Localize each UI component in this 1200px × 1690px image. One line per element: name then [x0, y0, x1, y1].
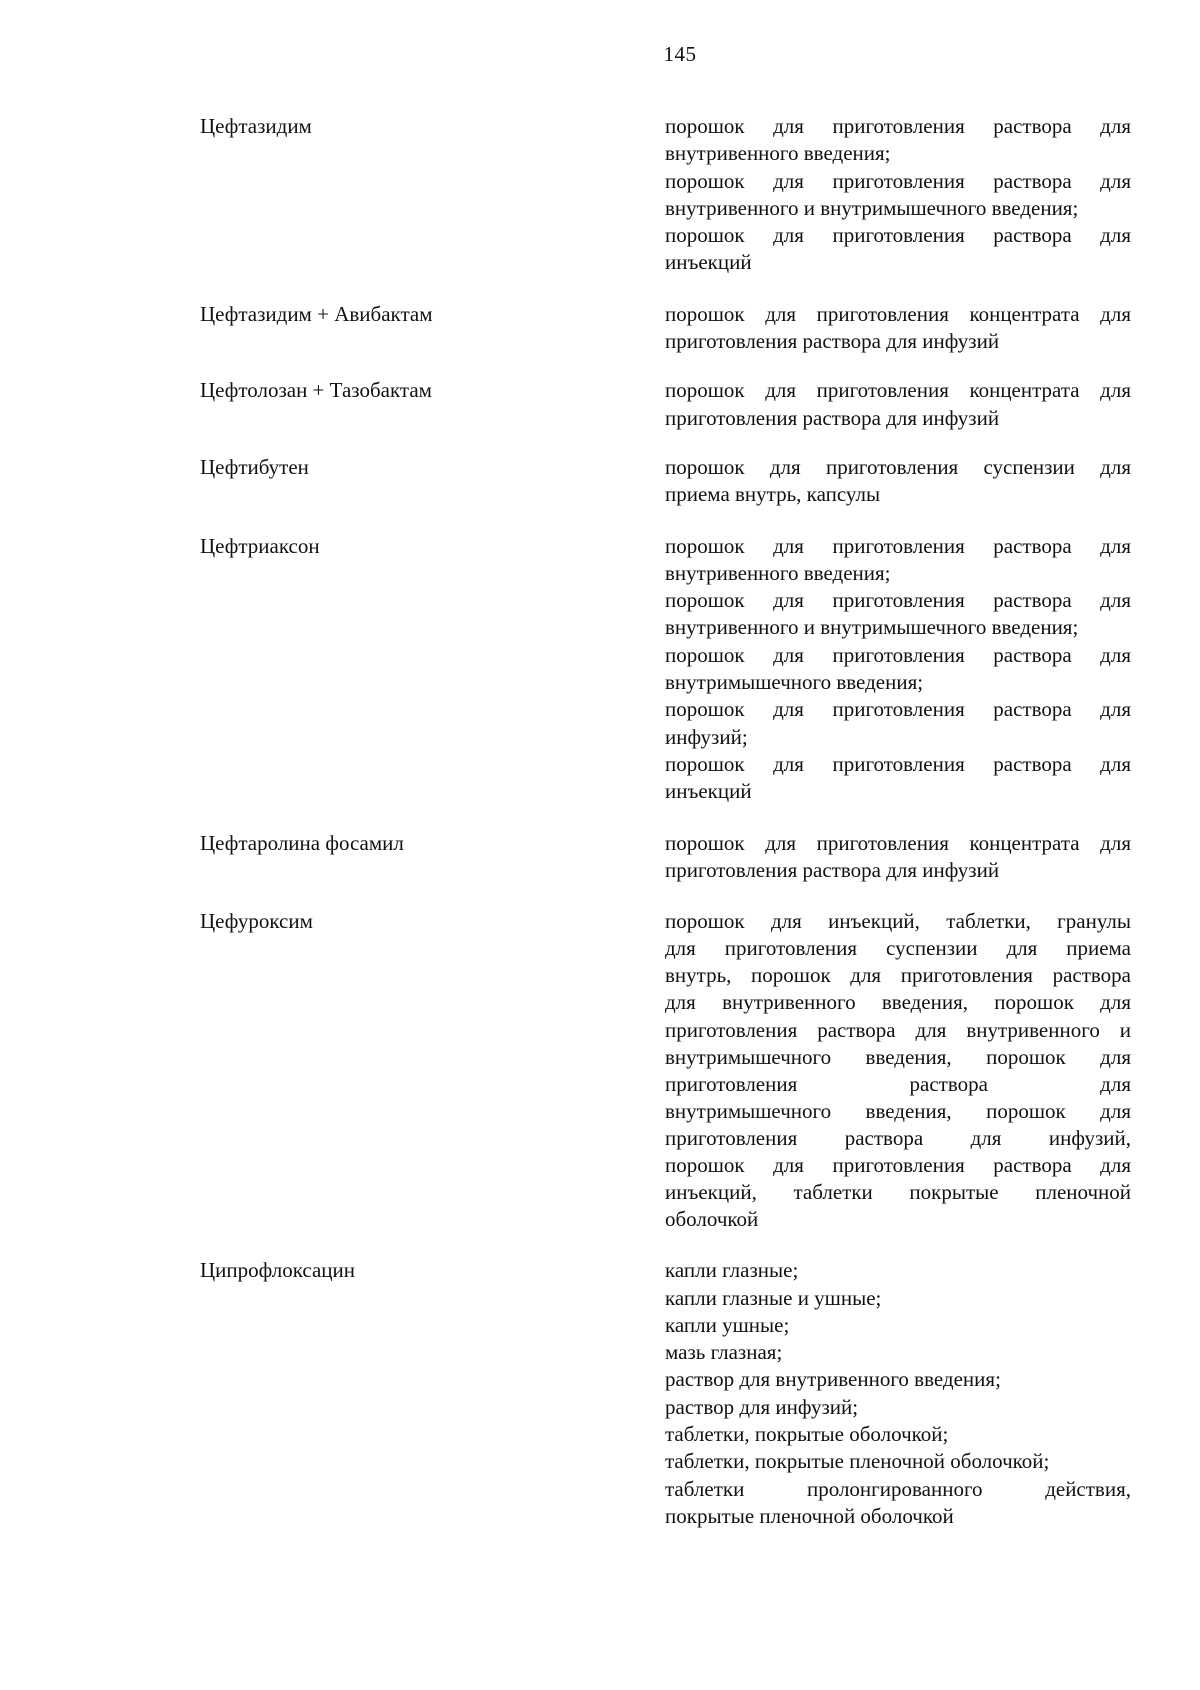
dosage-form-line: внутривенного введения; — [665, 141, 891, 166]
dosage-form-line: порошок для приготовления раствора для — [665, 751, 1131, 776]
dosage-forms — [665, 301, 1131, 356]
drug-entry — [0, 377, 1200, 432]
drug-name: Цефтибутен — [200, 454, 309, 479]
dosage-form-line: мазь глазная; — [665, 1340, 783, 1365]
dosage-form-line: приготовления раствора для инфузий, — [665, 1125, 1131, 1150]
drug-list — [0, 113, 1200, 1530]
drug-name: Цефтаролина фосамил — [200, 830, 404, 855]
page-number: 145 — [663, 42, 697, 66]
dosage-form-line: приготовления раствора для — [665, 1071, 1131, 1096]
dosage-forms — [665, 377, 1131, 432]
dosage-forms — [665, 533, 1131, 806]
drug-name: Ципрофлоксацин — [200, 1258, 355, 1283]
dosage-form-line: приготовления раствора для инфузий — [665, 857, 1000, 882]
drug-name: Цефуроксим — [200, 909, 313, 934]
dosage-form-line: порошок для приготовления концентрата для — [665, 378, 1131, 403]
dosage-form-line: капли глазные и ушные; — [665, 1285, 882, 1310]
drug-entry — [0, 301, 1200, 356]
dosage-form-line: приготовления раствора для инфузий — [665, 405, 1000, 430]
dosage-form-line: порошок для приготовления раствора для — [665, 533, 1131, 558]
drug-name: Цефтолозан + Тазобактам — [200, 378, 432, 403]
dosage-form-line: инъекций — [665, 779, 752, 804]
dosage-form-line: капли ушные; — [665, 1312, 790, 1337]
dosage-form-line: порошок для инъекций, таблетки, гранулы — [665, 909, 1131, 934]
dosage-form-line: внутривенного и внутримышечного введения; — [665, 195, 1079, 220]
dosage-form-line: для внутривенного введения, порошок для — [665, 990, 1131, 1015]
dosage-form-line: раствор для внутривенного введения; — [665, 1367, 1001, 1392]
dosage-form-line: порошок для приготовления раствора для — [665, 114, 1131, 138]
dosage-form-line: порошок для приготовления концентрата для — [665, 830, 1131, 855]
dosage-form-line: таблетки, покрытые оболочкой; — [665, 1422, 949, 1447]
dosage-form-line: порошок для приготовления раствора для — [665, 223, 1131, 248]
dosage-form-line: покрытые пленочной оболочкой — [665, 1503, 954, 1528]
dosage-form-line: для приготовления суспензии для приема — [665, 936, 1131, 961]
drug-entry — [0, 830, 1200, 885]
dosage-form-line: порошок для приготовления суспензии для — [665, 454, 1131, 479]
dosage-form-line: инъекций, таблетки покрытые пленочной — [665, 1180, 1131, 1205]
dosage-form-line: внутривенного и внутримышечного введения; — [665, 615, 1079, 640]
drug-name: Цефтазидим + Авибактам — [200, 301, 433, 326]
dosage-form-line: порошок для приготовления раствора для — [665, 168, 1131, 193]
dosage-form-line: инъекций — [665, 250, 752, 275]
dosage-forms — [665, 454, 1131, 509]
dosage-form-line: порошок для приготовления концентрата для — [665, 301, 1131, 326]
drug-entry — [0, 113, 1200, 277]
drug-entry — [0, 1257, 1200, 1530]
dosage-form-line: внутримышечного введения; — [665, 670, 924, 695]
dosage-form-line: приготовления раствора для внутривенного и — [665, 1017, 1131, 1042]
dosage-form-line: приема внутрь, капсулы — [665, 482, 881, 507]
dosage-form-line: приготовления раствора для инфузий — [665, 329, 1000, 354]
drug-name: Цефтриаксон — [200, 533, 320, 558]
dosage-forms — [665, 908, 1131, 1233]
dosage-form-line: порошок для приготовления раствора для — [665, 1152, 1131, 1177]
dosage-form-line: таблетки, покрытые пленочной оболочкой; — [665, 1449, 1050, 1474]
drug-entry — [0, 908, 1200, 1233]
dosage-forms — [665, 113, 1131, 277]
dosage-form-line: капли глазные; — [665, 1258, 799, 1283]
drug-entry — [0, 454, 1200, 509]
dosage-forms — [665, 1257, 1131, 1530]
dosage-form-line: внутримышечного введения, порошок для — [665, 1098, 1131, 1123]
dosage-form-line: раствор для инфузий; — [665, 1394, 859, 1419]
dosage-form-line: порошок для приготовления раствора для — [665, 642, 1131, 667]
dosage-form-line: инфузий; — [665, 724, 748, 749]
dosage-form-line: внутривенного введения; — [665, 560, 891, 585]
drug-name: Цефтазидим — [200, 114, 312, 138]
dosage-form-line: порошок для приготовления раствора для — [665, 697, 1131, 722]
dosage-form-line: внутрь, порошок для приготовления раствора — [665, 963, 1131, 988]
drug-entry — [0, 533, 1200, 806]
dosage-form-line: оболочкой — [665, 1207, 759, 1232]
dosage-forms — [665, 830, 1131, 885]
dosage-form-line: порошок для приготовления раствора для — [665, 588, 1131, 613]
dosage-form-line: внутримышечного введения, порошок для — [665, 1044, 1131, 1069]
dosage-form-line: таблетки пролонгированного действия, — [665, 1476, 1131, 1501]
